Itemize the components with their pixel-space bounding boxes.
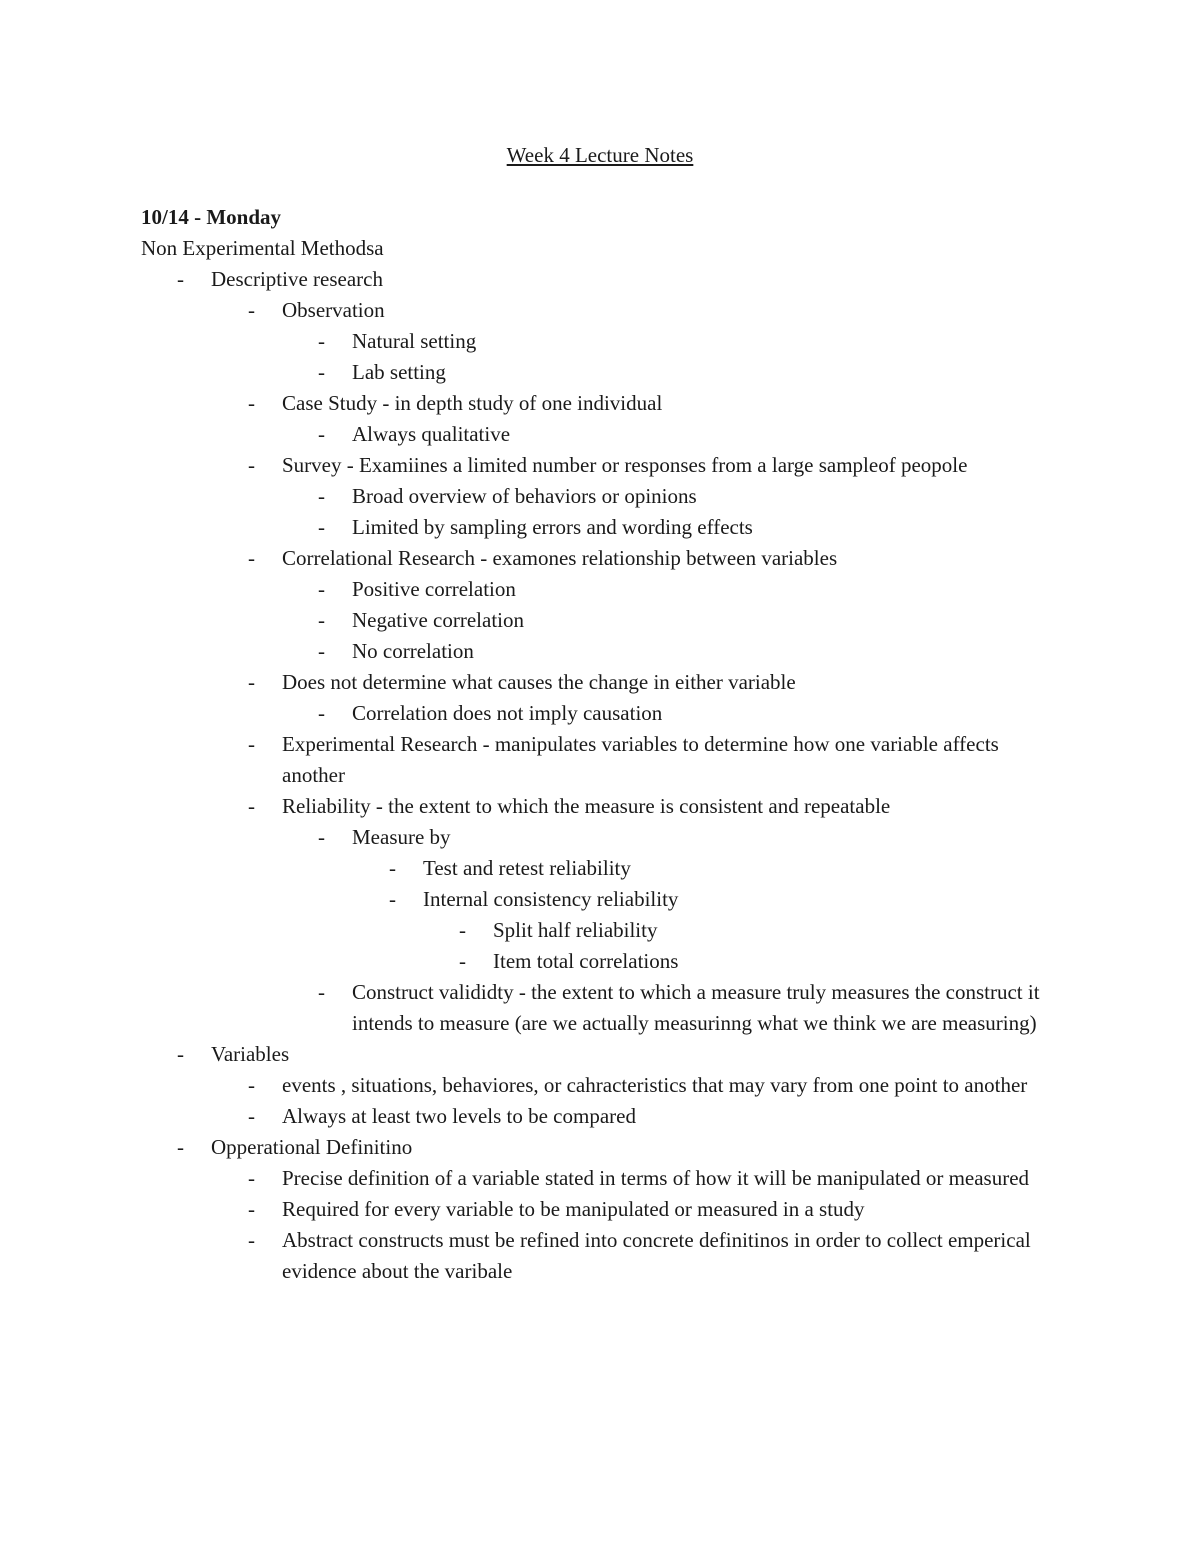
bullet-dash: - — [248, 453, 255, 477]
outline-list — [141, 264, 1061, 1287]
bullet-dash: - — [248, 670, 255, 694]
bullet-dash: - — [389, 856, 396, 880]
outline-item-level-3 — [141, 822, 1061, 853]
outline-item-level-3 — [141, 481, 1061, 512]
bullet-dash: - — [459, 949, 466, 973]
outline-item-level-3 — [141, 636, 1061, 667]
outline-item-text: Correlation does not imply causation — [352, 701, 663, 725]
bullet-dash: - — [177, 1135, 184, 1159]
bullet-dash: - — [459, 918, 466, 942]
outline-item-level-3 — [141, 512, 1061, 543]
notes-body — [141, 202, 1061, 1287]
bullet-dash: - — [248, 391, 255, 415]
bullet-dash: - — [318, 825, 325, 849]
bullet-dash: - — [248, 1166, 255, 1190]
outline-item-text: Correlational Research - examones relationship between variables — [282, 546, 838, 570]
outline-item-text: Limited by sampling errors and wording effects — [352, 515, 753, 539]
bullet-dash: - — [318, 608, 325, 632]
outline-item-text: Abstract constructs must be refined into concrete definitinos in order to collect emperical evidence about the varibale — [282, 1228, 1031, 1283]
outline-item-level-3 — [141, 605, 1061, 636]
bullet-dash: - — [248, 732, 255, 756]
bullet-dash: - — [248, 1104, 255, 1128]
bullet-dash: - — [177, 1042, 184, 1066]
outline-item-text: Opperational Definitino — [211, 1135, 413, 1159]
outline-item-level-3 — [141, 419, 1061, 450]
bullet-dash: - — [318, 980, 325, 1004]
outline-item-level-2 — [141, 388, 1061, 419]
bullet-dash: - — [318, 701, 325, 725]
outline-item-level-1 — [141, 1132, 1061, 1163]
outline-item-level-3 — [141, 698, 1061, 729]
outline-item-level-5 — [141, 915, 1061, 946]
outline-item-text: events , situations, behaviores, or cahracteristics that may vary from one point to another — [282, 1073, 1028, 1097]
outline-item-text: Broad overview of behaviors or opinions — [352, 484, 697, 508]
bullet-dash: - — [389, 887, 396, 911]
outline-item-text: Variables — [211, 1042, 290, 1066]
outline-item-level-2 — [141, 1163, 1061, 1194]
outline-item-text: Always at least two levels to be compared — [282, 1104, 636, 1128]
outline-item-level-2 — [141, 543, 1061, 574]
outline-item-level-2 — [141, 667, 1061, 698]
section-heading: 10/14 - Monday — [141, 205, 282, 229]
outline-item-text: Survey - Examiines a limited number or responses from a large sampleof peopole — [282, 453, 968, 477]
outline-item-level-4 — [141, 853, 1061, 884]
outline-item-text: Measure by — [352, 825, 451, 849]
bullet-dash: - — [248, 1073, 255, 1097]
outline-item-text: Observation — [282, 298, 385, 322]
outline-item-text: Reliability - the extent to which the measure is consistent and repeatable — [282, 794, 891, 818]
section-subtitle: Non Experimental Methodsa — [141, 236, 384, 260]
outline-item-text: Test and retest reliability — [423, 856, 631, 880]
outline-item-text: No correlation — [352, 639, 474, 663]
bullet-dash: - — [318, 577, 325, 601]
outline-item-level-3 — [141, 574, 1061, 605]
outline-item-level-2 — [141, 791, 1061, 822]
outline-item-text: Always qualitative — [352, 422, 511, 446]
bullet-dash: - — [318, 360, 325, 384]
outline-item-text: Descriptive research — [211, 267, 383, 291]
bullet-dash: - — [318, 422, 325, 446]
outline-item-level-2 — [141, 1101, 1061, 1132]
outline-item-level-5 — [141, 946, 1061, 977]
outline-item-text: Construct valididty - the extent to which a measure truly measures the construct it intends to measure (are we actually measurinng what we think we are measuring) — [352, 980, 1040, 1035]
outline-item-text: Does not determine what causes the change in either variable — [282, 670, 796, 694]
outline-item-level-1 — [141, 1039, 1061, 1070]
bullet-dash: - — [248, 1228, 255, 1252]
outline-item-text: Split half reliability — [493, 918, 658, 942]
outline-item-text: Natural setting — [352, 329, 477, 353]
outline-item-text: Experimental Research - manipulates variables to determine how one variable affects another — [282, 732, 999, 787]
outline-item-level-2 — [141, 1194, 1061, 1225]
bullet-dash: - — [248, 298, 255, 322]
bullet-dash: - — [248, 794, 255, 818]
bullet-dash: - — [248, 1197, 255, 1221]
outline-item-text: Internal consistency reliability — [423, 887, 679, 911]
bullet-dash: - — [318, 329, 325, 353]
bullet-dash: - — [318, 484, 325, 508]
document-title: Week 4 Lecture Notes — [506, 143, 694, 167]
outline-item-level-2 — [141, 295, 1061, 326]
outline-item-level-2 — [141, 450, 1061, 481]
outline-item-level-3 — [141, 326, 1061, 357]
bullet-dash: - — [318, 639, 325, 663]
outline-item-text: Required for every variable to be manipulated or measured in a study — [282, 1197, 865, 1221]
outline-item-level-2 — [141, 729, 1061, 791]
outline-item-level-3 — [141, 357, 1061, 388]
outline-item-level-2 — [141, 1225, 1061, 1287]
outline-item-level-3 — [141, 977, 1061, 1039]
outline-item-text: Precise definition of a variable stated in terms of how it will be manipulated or measured — [282, 1166, 1030, 1190]
outline-item-level-1 — [141, 264, 1061, 295]
outline-item-text: Item total correlations — [493, 949, 679, 973]
outline-item-text: Case Study - in depth study of one individual — [282, 391, 663, 415]
bullet-dash: - — [318, 515, 325, 539]
outline-item-text: Lab setting — [352, 360, 446, 384]
outline-item-level-4 — [141, 884, 1061, 915]
outline-item-level-2 — [141, 1070, 1061, 1101]
outline-item-text: Negative correlation — [352, 608, 524, 632]
bullet-dash: - — [248, 546, 255, 570]
outline-item-text: Positive correlation — [352, 577, 516, 601]
bullet-dash: - — [177, 267, 184, 291]
